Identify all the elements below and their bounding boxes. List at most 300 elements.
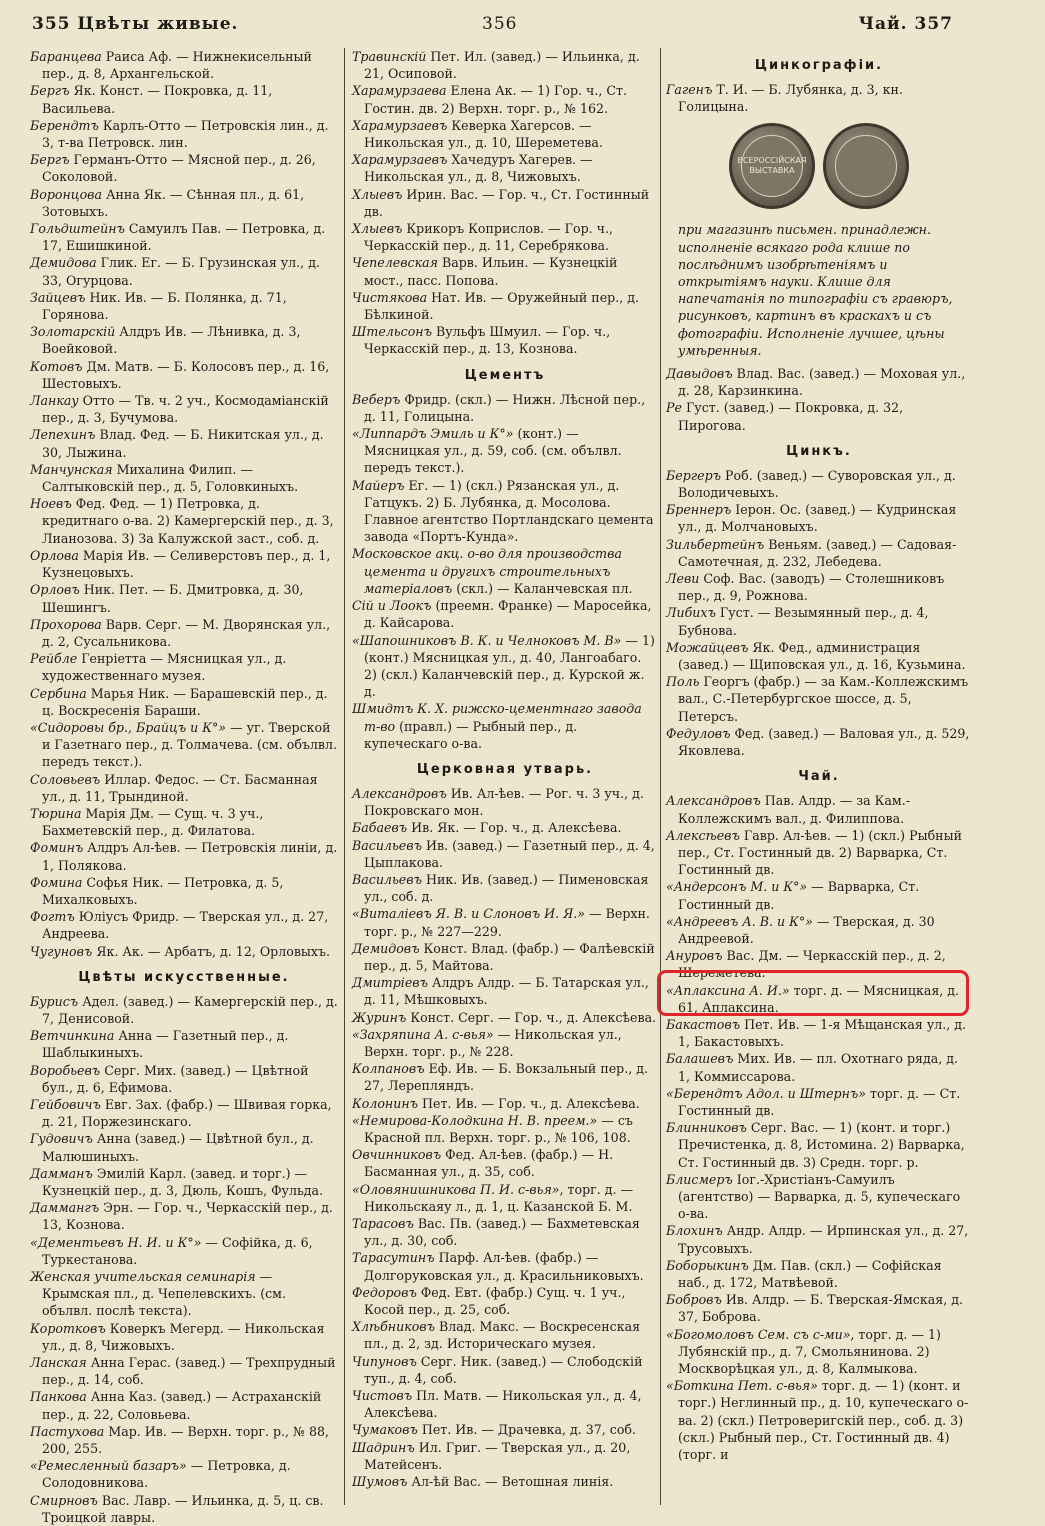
directory-entry (352, 905, 658, 939)
directory-entry (352, 391, 658, 425)
directory-entry (30, 289, 338, 323)
entry-name: Блисмеръ (666, 1171, 733, 1187)
entry-details: Конст. Серг. — Гор. ч., д. Алексѣева. (406, 1009, 657, 1025)
directory-entry (666, 365, 972, 399)
entry-details: Елена Ак. — 1) Гор. ч., Ст. Гостин. дв. 2) Верхн. торг. р., № 162. (364, 83, 627, 116)
directory-entry (30, 1062, 338, 1096)
directory-entry (30, 1130, 338, 1164)
directory-entry (352, 48, 658, 82)
column-center (352, 48, 658, 1515)
entry-name: Травинскій (352, 49, 427, 64)
directory-entry (352, 151, 658, 185)
entry-details: Карлъ-Отто — Петровскія лин., д. 3, т-ва Петровск. лин. (42, 117, 329, 151)
entry-details: — Крымская пл., д. Чепелевскихъ. (см. обълвл. послѣ текста). (42, 1269, 286, 1319)
entry-name: Лепехинъ (30, 427, 96, 443)
entry-name: Ре (666, 400, 682, 416)
entry-name: Боборыкинъ (666, 1257, 749, 1273)
column-divider (660, 48, 661, 1505)
entry-name: Манчунская (30, 461, 113, 477)
entry-details: Як. Ак. — Арбатъ, д. 12, Орловыхъ. (92, 943, 331, 959)
entry-details: Ал-ѣй Вас. — Ветошная линія. (407, 1474, 614, 1490)
entry-name: Гольдштейнъ (30, 221, 125, 237)
directory-entry (30, 1492, 338, 1526)
directory-entry (352, 1095, 658, 1112)
entry-name: Бергъ (30, 83, 70, 99)
entry-details: Софья Ник. — Петровка, д. 5, Михалковыхъ. (42, 874, 284, 907)
directory-entry (30, 874, 338, 908)
directory-entry (352, 117, 658, 151)
entry-name: Демидова (30, 255, 97, 271)
directory-entry (666, 1050, 972, 1084)
entry-details: — Никольская ул., Верхн. торг. р., № 228. (364, 1026, 622, 1059)
directory-entry (666, 501, 972, 535)
entry-name: Тарасовъ (352, 1216, 414, 1231)
medal-disc (729, 123, 815, 209)
entry-name: Гудовичъ (30, 1131, 93, 1147)
entry-name: Сербина (30, 685, 87, 701)
entry-name: Либихъ (666, 605, 716, 621)
entry-details: Алдръ Алдр. — Б. Татарская ул., д. 11, Мѣшковыхъ. (364, 975, 649, 1008)
directory-entry (352, 1181, 658, 1215)
entry-details: Іерон. Ос. (завед.) — Кудринская ул., д. Молчановыхъ. (678, 502, 957, 535)
entry-name: Московское акц. о-во для производства цемента и другихъ строительныхъ матеріаловъ (352, 546, 622, 596)
entry-details: (скл.) — Каланчевская пл. (452, 580, 633, 596)
directory-entry (30, 547, 338, 581)
entry-details: Веньям. (завед.) — Садовая-Самотечная, д. 232, Лебедева. (678, 536, 957, 569)
entry-name: Сій и Лоокъ (352, 598, 432, 614)
entry-details: — съ Красной пл. Верхн. торг. р., № 106, 108. (364, 1112, 633, 1145)
directory-entry (30, 650, 338, 684)
directory-entry (352, 545, 658, 597)
directory-entry (30, 685, 338, 719)
directory-entry (666, 1016, 972, 1050)
entry-details: Пет. Ил. (завед.) — Ильинка, д. 21, Осиповой. (364, 49, 640, 82)
directory-entry (352, 597, 658, 631)
directory-entry (352, 1284, 658, 1318)
entry-details: Вас. Пв. (завед.) — Бахметевская ул., д. 30, соб. (364, 1216, 640, 1249)
directory-entry (30, 1234, 338, 1268)
entry-name: Васильевъ (352, 837, 422, 853)
entry-details: Пав. Алдр. — за Кам.-Коллежскимъ вал., д. Филиппова. (678, 793, 910, 826)
entry-name: Леви (666, 571, 700, 587)
entry-name: Чепелевская (352, 255, 438, 271)
entry-details: Вас. Дм. — Черкасскій пер., д. 2, Шереметева. (678, 948, 946, 981)
page-header-left: 355 Цвѣты живые. (32, 14, 239, 34)
entry-name: Орлова (30, 547, 79, 563)
entry-details: Фед. Ал-ѣев. (фабр.) — Н. Басманная ул., д. 35, соб. (364, 1147, 614, 1180)
directory-entry (352, 700, 658, 752)
directory-entry (30, 358, 338, 392)
entry-details: (конт.) — Мясницкая ул., д. 59, соб. (см. обълвл. передъ текст.). (364, 426, 622, 476)
directory-entry (666, 1257, 972, 1291)
entry-details: Отто — Тв. ч. 2 уч., Космодаміанскій пер., д. 3, Бучумова. (42, 393, 329, 426)
entry-name: Шмидтъ К. Х. рижско-цементнаго завода т-во (352, 701, 642, 734)
entry-details: Ил. Григ. — Тверская ул., д. 20, Матейсенъ. (364, 1439, 631, 1472)
entry-details: Вас. Лавр. — Ильинка, д. 5, ц. св. Троицкой лавры. (42, 1492, 324, 1525)
highlighted-entry-box (657, 970, 969, 1016)
column-divider (344, 48, 345, 1505)
column-right (666, 48, 972, 1515)
directory-entry (666, 792, 972, 826)
directory-entry (30, 805, 338, 839)
entry-name: «Захряпина А. с-вья» (352, 1026, 494, 1042)
entry-details: — Тверская, д. 30 Андреевой. (678, 913, 935, 946)
entry-details: Роб. (завед.) — Суворовская ул., д. Володичевыхъ. (678, 467, 956, 501)
directory-entry (30, 1388, 338, 1422)
directory-entry (30, 48, 338, 82)
entry-details: — уг. Тверской и Газетнаго пер., д. Толмачева. (см. обълвл. передъ текст.). (42, 719, 338, 770)
medal-disc (823, 123, 909, 209)
entry-name: Майеръ (352, 477, 405, 493)
entry-details: (правл.) — Рыбный пер., д. купеческаго о-ва. (364, 718, 578, 751)
entry-name: Федоровъ (352, 1284, 417, 1300)
directory-entry (352, 220, 658, 254)
entry-name: Гагенъ (666, 82, 713, 97)
directory-entry (666, 570, 972, 604)
entry-name: «Шапошниковъ В. К. и Челноковъ М. В» (352, 632, 622, 648)
entry-details: Серг. Вас. — 1) (конт. и торг.) Пречистенка, д. 8, Истомина. 2) Варварка, Ст. Гостинный дв. 3) Средн. торг. р. (678, 1120, 965, 1170)
entry-name: «Боткина Пет. с-вья» (666, 1378, 818, 1394)
entry-details: Влад. Макс. — Воскресенская пл., д. 2, зд. Историческаго музея. (364, 1319, 641, 1352)
entry-name: Журинъ (352, 1009, 407, 1025)
entry-details: Фед. Фед. — 1) Петровка, д. кредитнаго о-ва. 2) Камергерскій пер., д. 3, Лианозова. 3) За Калужской заст., соб. д. (42, 496, 334, 546)
directory-entry (352, 1353, 658, 1387)
entry-details: торг. д. — Ст. Гостинный дв. (678, 1085, 961, 1118)
entry-details: Анна Каз. (завед.) — Астраханскій пер., д. 22, Соловьева. (42, 1389, 322, 1422)
directory-entry (30, 1096, 338, 1130)
directory-entry (30, 1320, 338, 1354)
entry-name: Берендтъ (30, 117, 99, 133)
entry-name: «Андерсонъ М. и К°» (666, 879, 808, 895)
entry-name: Тюрина (30, 805, 82, 821)
directory-entry (30, 1354, 338, 1388)
entry-name: Демидовъ (352, 940, 420, 956)
directory-entry (352, 940, 658, 974)
entry-name: «Аплаксина А. И.» (666, 982, 790, 998)
entry-details: Варв. Серг. — М. Дворянская ул., д. 2, Сусальникова. (42, 616, 331, 649)
directory-entry (352, 632, 658, 701)
entry-details: Гавр. Ал-ѣев. — 1) (скл.) Рыбный пер., Ст. Гостинный дв. 2) Варварка, Ст. Гостинный дв. (678, 827, 962, 878)
entry-details: Ив. Алдр. — Б. Тверская-Ямская, д. 37, Боброва. (678, 1292, 963, 1325)
directory-entry (30, 1165, 338, 1199)
entry-name: Смирновъ (30, 1492, 98, 1508)
entry-details: Вульфъ Шмуил. — Гор. ч., Черкасскій пер., д. 13, Кознова. (364, 324, 611, 357)
entry-details: Парф. Ал-ѣев. (фабр.) — Долгоруковская ул., д. Красильниковыхъ. (364, 1250, 644, 1283)
directory-entry (352, 82, 658, 116)
entry-name: Чумаковъ (352, 1422, 418, 1438)
entry-details: Адел. (завед.) — Камергерскій пер., д. 7, Денисовой. (42, 993, 338, 1026)
directory-entry (352, 1249, 658, 1283)
entry-name: Блинниковъ (666, 1120, 747, 1136)
directory-entry (30, 943, 338, 960)
directory-entry (666, 1326, 972, 1378)
directory-entry (30, 495, 338, 547)
directory-entry (352, 1473, 658, 1490)
entry-details: Иллар. Федос. — Ст. Басманная ул., д. 11, Трындиной. (42, 771, 318, 804)
entry-name: Штельсонъ (352, 324, 432, 340)
entry-details: Ив. Ал-ѣев. — Рог. ч. 3 уч., д. Покровскаго мон. (364, 785, 644, 819)
entry-name: Васильевъ (352, 871, 422, 887)
entry-details: — Верхн. торг. р., № 227—229. (364, 906, 650, 939)
directory-entry (352, 1439, 658, 1473)
directory-entry (30, 1268, 338, 1320)
entry-name: Соловьевъ (30, 771, 101, 787)
entry-details: Эрн. — Гор. ч., Черкасскій пер., д. 13, Кознова. (42, 1200, 333, 1233)
exhibition-medal-image (666, 123, 972, 209)
entry-name: Ануровъ (666, 948, 723, 964)
entry-name: Бергъ (30, 152, 70, 168)
medal-face (835, 135, 897, 197)
entry-name: Колонинъ (352, 1095, 419, 1111)
entry-details: — Петровка, д. Солодовникова. (42, 1458, 291, 1491)
entry-name: Александровъ (666, 793, 761, 809)
entry-details: Як. Конст. — Покровка, д. 11, Васильева. (42, 83, 273, 116)
directory-entry (352, 1060, 658, 1094)
entry-name: Дамманъ (30, 1165, 93, 1181)
entry-name: Ветчинкина (30, 1028, 115, 1044)
directory-entry (666, 913, 972, 947)
entry-name: Блохинъ (666, 1223, 723, 1239)
entry-name: «Сидоровы бр., Брайцъ и К°» (30, 719, 226, 735)
entry-details: Соф. Вас. (заводъ) — Столешниковъ пер., д. 9, Рожнова. (678, 571, 945, 604)
entry-details: Анна (завед.) — Цвѣтной бул., д. Малюшиныхъ. (42, 1131, 314, 1164)
entry-details: Эмилій Карл. (завед. и торг.) — Кузнецкій пер., д. 3, Дюль, Кошъ, Фульда. (42, 1165, 324, 1198)
entry-details: Раиса Аф. — Нижнекисельный пер., д. 8, Архангельской. (42, 49, 312, 82)
entry-name: Можайцевъ (666, 639, 749, 655)
entry-name: «Дементьевъ Н. И. и К°» (30, 1234, 202, 1250)
entry-name: Хлѣбниковъ (352, 1319, 436, 1335)
directory-entry (30, 117, 338, 151)
directory-entry (30, 1199, 338, 1233)
directory-entry (352, 1146, 658, 1180)
entry-name: Чипуновъ (352, 1353, 417, 1369)
directory-entry (30, 908, 338, 942)
entry-name: Шадринъ (352, 1439, 415, 1455)
directory-entry (30, 719, 338, 771)
directory-entry (352, 1318, 658, 1352)
directory-entry (352, 1421, 658, 1438)
entry-name: Балашевъ (666, 1051, 734, 1067)
entry-name: Зайцевъ (30, 289, 86, 305)
entry-name: Бергеръ (666, 467, 722, 483)
directory-entry (30, 254, 338, 288)
entry-details: Фед. Евт. (фабр.) Сущ. ч. 1 уч., Косой пер., д. 25, соб. (364, 1284, 626, 1318)
entry-name: «Берендтъ Адол. и Штернъ» (666, 1085, 867, 1101)
entry-name: Воробьевъ (30, 1062, 101, 1078)
entry-name: Шумовъ (352, 1474, 408, 1490)
section-heading: Цвѣты искусственные. (78, 969, 290, 985)
entry-details: Серг. Ник. (завед.) — Слободскій туп., д. 4, соб. (364, 1353, 643, 1386)
directory-entry (352, 837, 658, 871)
directory-entry (666, 536, 972, 570)
entry-details: , торг. д. — 1) Лубянскій пр., д. 7, Смольянинова. 2) Москворѣцкая ул., д. 8, Калмыкова. (678, 1326, 941, 1376)
entry-details: Ник. Ив. (завед.) — Пименовская ул., соб. д. (364, 871, 649, 905)
entry-name: Чистовъ (352, 1388, 413, 1404)
entry-details: Марія Ив. — Селиверстовъ пер., д. 1, Кузнецовыхъ. (42, 547, 331, 581)
entry-details: Дм. Пав. (скл.) — Софійская наб., д. 172, Матвѣевой. (678, 1257, 942, 1290)
directory-entry (666, 1291, 972, 1325)
entry-details: Ник. Ив. — Б. Полянка, д. 71, Горянова. (42, 289, 287, 323)
directory-entry (352, 477, 658, 546)
section-heading: Цинкъ. (786, 443, 852, 459)
medal-face: ВСЕРОССІЙСКАЯ ВЫСТАВКА (741, 135, 803, 197)
entry-name: Дмитріевъ (352, 975, 428, 991)
entry-details: Фридр. (скл.) — Нижн. Лѣсной пер., д. 11, Голицына. (364, 391, 646, 424)
entry-details: Влад. Фед. — Б. Никитская ул., д. 30, Лыжина. (42, 427, 324, 460)
directory-entry (30, 1423, 338, 1457)
entry-details: — 1) (конт.) Мясницкая ул., д. 40, Лангоабаго. 2) (скл.) Каланчевскій пер., д. Курской ж. д. (364, 632, 655, 700)
directory-entry (352, 1112, 658, 1146)
directory-entry (30, 581, 338, 615)
directory-entry (30, 1457, 338, 1491)
entry-name: Панкова (30, 1389, 87, 1405)
entry-details: Дм. Матв. — Б. Колосовъ пер., д. 16, Шестовыхъ. (42, 358, 330, 391)
entry-details: Германъ-Отто — Мясной пер., д. 26, Соколовой. (42, 152, 316, 185)
directory-entry (666, 467, 972, 501)
section-heading: Цинкографіи. (754, 58, 884, 73)
entry-details: Ив. Як. — Гор. ч., д. Алексѣева. (407, 820, 622, 836)
page-number-center: 356 (482, 14, 518, 34)
entry-details: Пет. Ив. — 1-я Мѣщанская ул., д. 1, Бакастовыхъ. (678, 1016, 967, 1050)
directory-entry (352, 1215, 658, 1249)
directory-entry (30, 616, 338, 650)
entry-name: Рейбле (30, 651, 78, 667)
entry-name: Бурисъ (30, 993, 79, 1009)
entry-name: Ланкау (30, 393, 79, 409)
entry-details: Михалина Филип. — Салтыковскій пер., д. 5, Головкиныхъ. (42, 461, 299, 495)
directory-entry (30, 186, 338, 220)
directory-entry (30, 993, 338, 1027)
directory-entry (666, 1119, 972, 1171)
directory-entry (666, 878, 972, 912)
directory-entry (30, 839, 338, 873)
entry-name: Алексѣевъ (666, 827, 740, 843)
directory-entry (666, 639, 972, 673)
entry-name: Бакастовъ (666, 1016, 741, 1032)
entry-details: Ив. (завед.) — Газетный пер., д. 4, Цыплакова. (364, 837, 655, 870)
directory-entry (30, 392, 338, 426)
entry-name: Тарасутинъ (352, 1250, 435, 1266)
directory-entry (30, 426, 338, 460)
entry-details: Коверкъ Мегерд. — Никольская ул., д. 8, Чижовыхъ. (42, 1320, 325, 1353)
directory-entry (352, 323, 658, 357)
entry-name: Баранцева (30, 49, 102, 64)
entry-details: Ник. Пет. — Б. Дмитровка, д. 30, Шешингъ. (42, 582, 304, 615)
directory-entry (352, 1009, 658, 1026)
entry-details: Нат. Ив. — Оружейный пер., д. Бѣлкиной. (364, 289, 639, 323)
entry-name: Пастухова (30, 1423, 105, 1439)
entry-details: Генріетта — Мясницкая ул., д. художественнаго музея. (42, 651, 287, 684)
entry-details: Конст. Влад. (фабр.) — Фалѣевскій пер., д. 5, Майтова. (364, 940, 655, 973)
directory-entry (666, 1171, 972, 1223)
entry-details: Самуилъ Пав. — Петровка, д. 17, Ешишкиной. (42, 221, 326, 254)
entry-details: Ег. — 1) (скл.) Рязанская ул., д. Гатцукъ. 2) Б. Лубянка, д. Мосолова. Главное агентство Портландскаго цемента завода «Портъ-Кунда». (364, 477, 654, 545)
entry-name: «Богомоловъ Сем. съ с-ми» (666, 1326, 851, 1342)
entry-details: Глик. Ег. — Б. Грузинская ул., д. 33, Огурцова. (42, 255, 320, 288)
entry-name: «Липпардъ Эмиль и К°» (352, 426, 514, 442)
entry-details: Алдръ Ив. — Лѣнивка, д. 3, Воейковой. (42, 324, 301, 357)
entry-details: — Софійка, д. 6, Туркестанова. (42, 1234, 313, 1267)
entry-details: Андр. Алдр. — Ирпинская ул., д. 27, Трусовыхъ. (678, 1223, 969, 1256)
entry-details: — Варварка, Ст. Гостинный дв. (678, 879, 920, 912)
entry-details: Густ. (завед.) — Покровка, д. 32, Пирогова. (678, 400, 904, 433)
entry-name: Фомина (30, 874, 83, 890)
entry-name: Федуловъ (666, 725, 731, 741)
directory-entry (30, 1027, 338, 1061)
entry-details: Варв. Ильин. — Кузнецкій мост., пасс. Попова. (364, 255, 618, 288)
entry-name: Чугуновъ (30, 943, 93, 959)
entry-details: Серг. Мих. (завед.) — Цвѣтной бул., д. 6, Ефимова. (42, 1062, 309, 1095)
entry-name: Женская учительская семинарія (30, 1269, 256, 1285)
entry-details: Пл. Матв. — Никольская ул., д. 4, Алексѣева. (364, 1388, 642, 1421)
entry-name: Воронцова (30, 186, 102, 202)
entry-details: Пет. Ив. — Гор. ч., д. Алексѣева. (418, 1095, 640, 1111)
page-header-right: Чай. 357 (858, 14, 953, 34)
directory-entry (30, 771, 338, 805)
directory-entry (30, 151, 338, 185)
directory-entry (352, 974, 658, 1008)
entry-details: торг. д. — 1) (конт. и торг.) Неглинный пр., д. 10, купеческаго о-ва. 2) (скл.) Петроверигскій пер., соб. д. 3) (скл.) Рыбный пер., Ст. Гостинный дв. 4) (торг. и (678, 1378, 969, 1463)
entry-details: Мар. Ив. — Верхн. торг. р., № 88, 200, 255. (42, 1423, 329, 1457)
entry-name: «Ремесленный базаръ» (30, 1458, 187, 1474)
section-heading: Цементъ (464, 367, 546, 383)
directory-entry (30, 82, 338, 116)
directory-entry (352, 1387, 658, 1421)
section-heading: Чай. (798, 769, 840, 785)
column-left (30, 48, 338, 1525)
entry-name: Поль (666, 674, 700, 690)
entry-name: Фогтъ (30, 909, 75, 925)
directory-entry (666, 827, 972, 879)
entry-name: Ноевъ (30, 496, 72, 512)
directory-entry (352, 289, 658, 323)
directory-entry (352, 785, 658, 819)
entry-details: , торг. д. — Никольскаяу л., д. 1, ц. Казанской Б. М. (364, 1181, 634, 1214)
entry-name: Веберъ (352, 391, 401, 407)
entry-details: Густ. — Везымянный пер., д. 4, Бубнова. (678, 605, 929, 638)
directory-entry (352, 254, 658, 288)
entry-name: «Оловянишникова П. И. с-вья» (352, 1181, 560, 1197)
section-heading: Церковная утварь. (416, 761, 594, 777)
entry-name: Овчинниковъ (352, 1147, 442, 1163)
entry-name: «Андреевъ А. В. и К°» (666, 913, 813, 929)
directory-entry (666, 1222, 972, 1256)
entry-name: Бреннеръ (666, 502, 732, 518)
entry-details: Марья Ник. — Барашевскій пер., д. ц. Воскресенія Бараши. (42, 685, 328, 718)
entry-details: Крикоръ Коприслов. — Гор. ч., Черкасскій пер., д. 11, Серебрякова. (364, 221, 613, 254)
directory-entry (352, 186, 658, 220)
entry-name: Бобровъ (666, 1292, 722, 1308)
entry-details: Мих. Ив. — пл. Охотнаго ряда, д. 1, Коммиссарова. (678, 1051, 958, 1084)
entry-name: Даммангъ (30, 1200, 100, 1216)
entry-name: Орловъ (30, 582, 80, 598)
entry-name: Гейбовичъ (30, 1096, 101, 1112)
entry-name: Колпановъ (352, 1061, 425, 1077)
entry-details: торг. д. — Мясницкая, д. 61, Аплаксина. (678, 982, 960, 1015)
entry-details: Кеверка Хагерсов. — Никольская ул., д. 10, Шереметева. (364, 117, 603, 151)
entry-name: Коротковъ (30, 1320, 106, 1336)
entry-details: Хачедуръ Хагерев. — Никольская ул., д. 8, Чижовыхъ. (364, 152, 593, 185)
entry-details: Т. И. — Б. Лубянка, д. 3, кн. Голицына. (678, 82, 903, 115)
entry-details: Алдръ Ал-ѣев. — Петровскія линіи, д. 1, Полякова. (42, 840, 338, 873)
advertisement-text: при магазинѣ письмен. принадлежн. исполненіе всякаго рода клише по послѣднимъ изобрѣтеніямъ и открытіямъ науки. Клише для напечатанія по типографіи съ гравюръ, рисунковъ, картинъ въ краскахъ и съ фотографіи. Исполненіе лучшее, цѣны умѣренныя. (678, 222, 953, 358)
entry-name: Котовъ (30, 358, 83, 374)
entry-details: Анна — Газетный пер., д. Шаблыкиныхъ. (42, 1028, 289, 1061)
entry-name: Фоминъ (30, 840, 84, 856)
entry-details: Фед. (завед.) — Валовая ул., д. 529, Яковлева. (678, 725, 970, 759)
entry-name: Хлыевъ (352, 221, 403, 237)
directory-entry (30, 461, 338, 495)
